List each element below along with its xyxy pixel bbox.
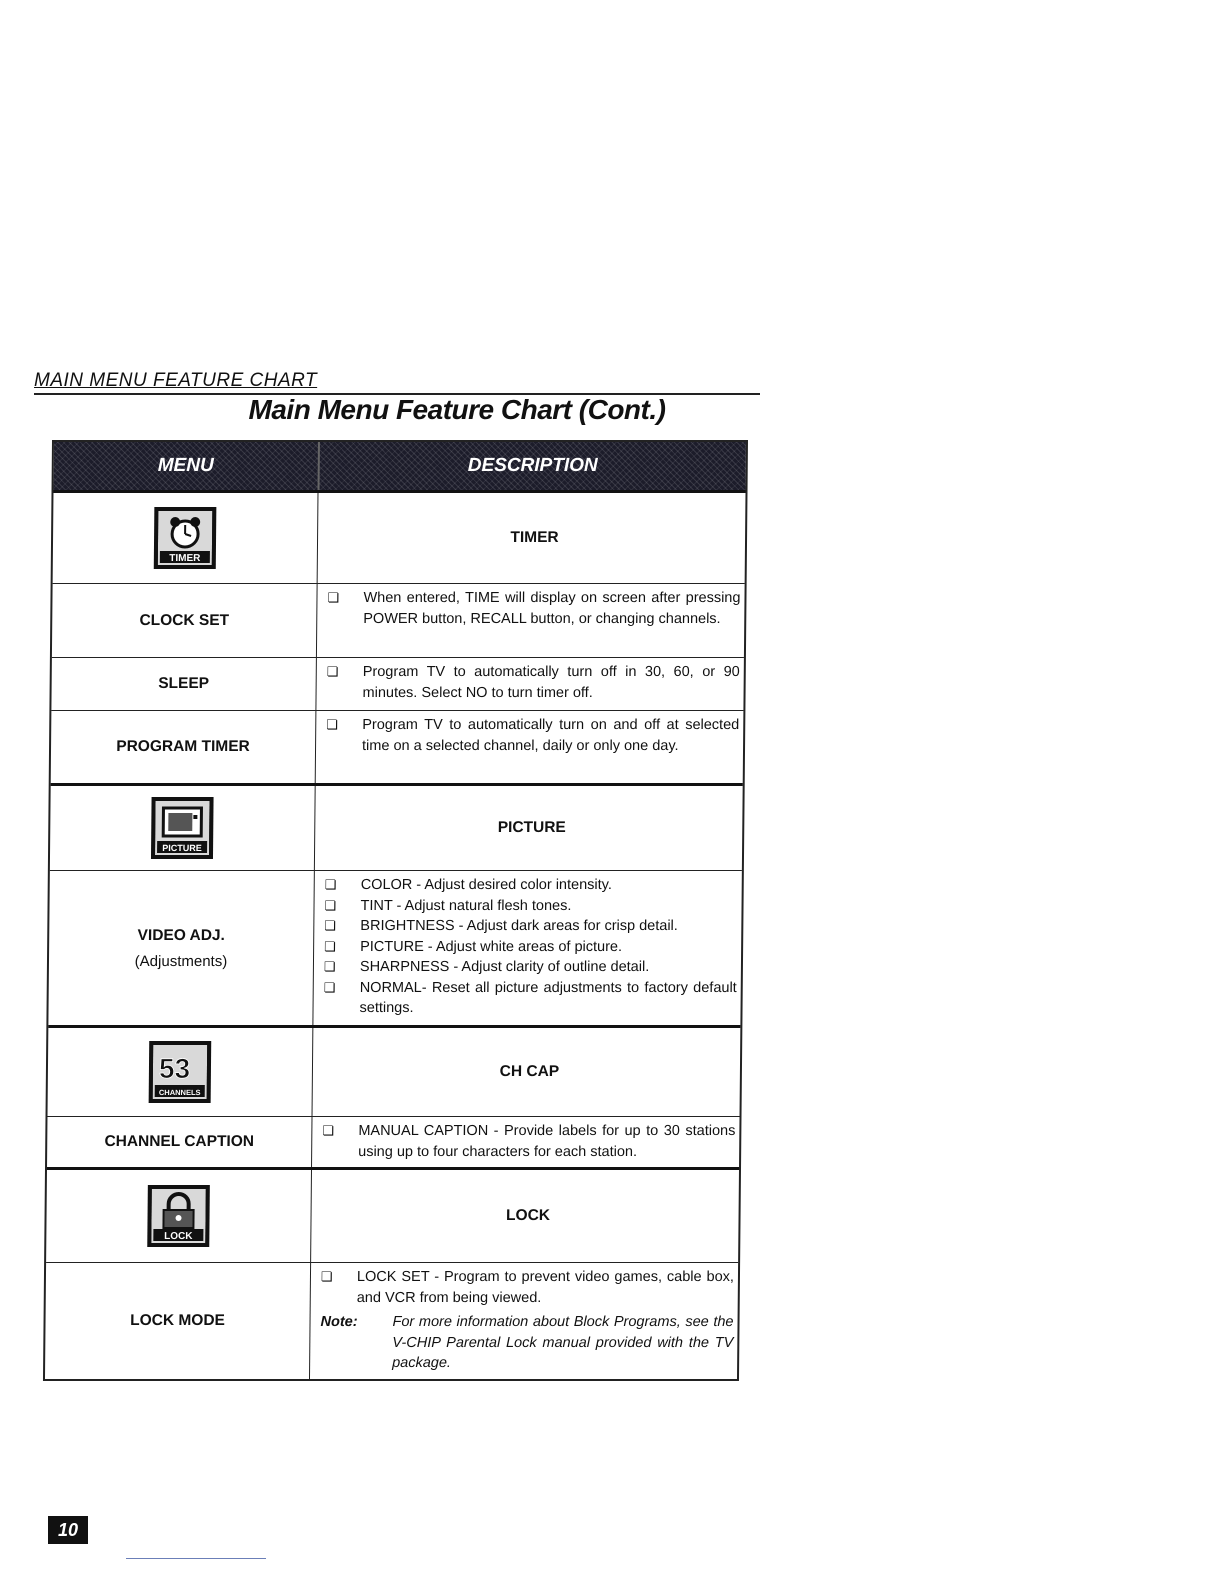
lock-mode-label: LOCK MODE	[45, 1263, 311, 1379]
video-adj-bullet: COLOR - Adjust desired color intensity.	[360, 877, 612, 893]
picture-title: PICTURE	[497, 818, 566, 836]
clock-set-row	[52, 584, 745, 658]
timer-icon-label: TIMER	[169, 553, 201, 564]
checkbox-icon: ❏	[324, 897, 337, 913]
timer-row	[53, 493, 746, 584]
lock-mode-row	[45, 1263, 738, 1379]
checkbox-icon: ❏	[322, 1123, 335, 1138]
video-adj-menu-cell	[48, 871, 314, 1025]
video-adj-description	[313, 871, 741, 1025]
video-adj-bullet: TINT - Adjust natural flesh tones.	[360, 897, 572, 914]
checkbox-icon: ❏	[324, 918, 337, 933]
ch-cap-title: CH CAP	[499, 1062, 560, 1080]
lock-icon	[147, 1185, 210, 1247]
timer-title: TIMER	[510, 528, 559, 546]
video-adj-bullet: BRIGHTNESS - Adjust dark areas for crisp detail.	[360, 918, 678, 934]
sleep-label: SLEEP	[51, 658, 316, 710]
program-timer-label: PROGRAM TIMER	[51, 711, 317, 783]
program-timer-row	[51, 711, 744, 786]
section-header	[34, 370, 760, 395]
lock-mode-note	[320, 1312, 734, 1374]
checkbox-icon: ❏	[324, 877, 337, 892]
sleep-bullet: Program TV to automatically turn off in 30, 60, or 90 minutes. Select NO to turn timer off.	[362, 664, 740, 701]
clock-set-bullet: When entered, TIME will display on screen after pressing POWER button, RECALL button, or changing channels.	[363, 590, 741, 627]
note-text: For more information about Block Programs, see the V-CHIP Parental Lock manual provided with the TV package.	[392, 1314, 734, 1371]
lock-mode-bullet: LOCK SET - Program to prevent video games, cable box, and VCR from being viewed.	[356, 1269, 735, 1306]
program-timer-bullet: Program TV to automatically turn on and off at selected time on a selected channel, daily or only one day.	[361, 717, 740, 754]
sleep-row	[51, 658, 744, 711]
timer-menu-cell	[53, 493, 319, 583]
channel-caption-row	[47, 1117, 740, 1170]
lock-mode-description	[310, 1263, 738, 1379]
picture-row	[50, 786, 743, 871]
channel-caption-label: CHANNEL CAPTION	[47, 1117, 312, 1167]
clock-set-description	[317, 584, 745, 657]
section-title: MAIN MENU FEATURE CHART	[34, 370, 318, 391]
video-adj-bullet: SHARPNESS - Adjust clarity of outline detail.	[359, 959, 650, 975]
checkbox-icon: ❏	[326, 717, 338, 732]
checkbox-icon: ❏	[327, 590, 340, 605]
checkbox-icon: ❏	[323, 959, 336, 974]
ch-cap-menu-cell	[48, 1028, 314, 1116]
clock-set-label: CLOCK SET	[52, 584, 318, 657]
chart-header	[53, 442, 745, 493]
video-adj-row	[48, 871, 742, 1028]
note-label: Note:	[320, 1314, 358, 1330]
description-column-header: DESCRIPTION	[467, 455, 598, 476]
page-number: 10	[48, 1516, 88, 1544]
menu-column-header: MENU	[54, 442, 320, 490]
checkbox-icon: ❏	[320, 1269, 333, 1284]
checkbox-icon: ❏	[323, 979, 336, 995]
ch-cap-row	[48, 1028, 741, 1117]
lock-icon-label: LOCK	[164, 1231, 193, 1242]
picture-icon-label: PICTURE	[162, 843, 202, 853]
feature-chart	[43, 440, 748, 1381]
picture-menu-cell	[50, 786, 316, 870]
footer-rule	[126, 1558, 266, 1559]
page-title: Main Menu Feature Chart (Cont.)	[248, 394, 666, 425]
video-adj-label: VIDEO ADJ.	[137, 926, 225, 944]
channel-caption-bullet: MANUAL CAPTION - Provide labels for up to 30 stations using up to four characters for each station.	[358, 1123, 736, 1160]
lock-title: LOCK	[506, 1206, 551, 1224]
channels-icon	[149, 1041, 212, 1103]
channel-caption-description	[312, 1117, 739, 1167]
timer-icon	[154, 507, 217, 569]
picture-icon	[151, 797, 214, 859]
checkbox-icon: ❏	[326, 664, 339, 679]
sleep-description	[316, 658, 743, 710]
lock-menu-cell	[46, 1170, 312, 1262]
program-timer-description	[316, 711, 744, 783]
video-adj-bullet: NORMAL- Reset all picture adjustments to factory default settings.	[359, 979, 737, 1016]
video-adj-sublabel: (Adjustments)	[134, 952, 228, 970]
channels-icon-label: CHANNELS	[158, 1088, 201, 1097]
channels-icon-number: 53	[158, 1053, 191, 1084]
video-adj-bullet: PICTURE - Adjust white areas of picture.	[360, 938, 623, 955]
lock-row	[46, 1170, 739, 1263]
checkbox-icon: ❏	[324, 938, 336, 954]
